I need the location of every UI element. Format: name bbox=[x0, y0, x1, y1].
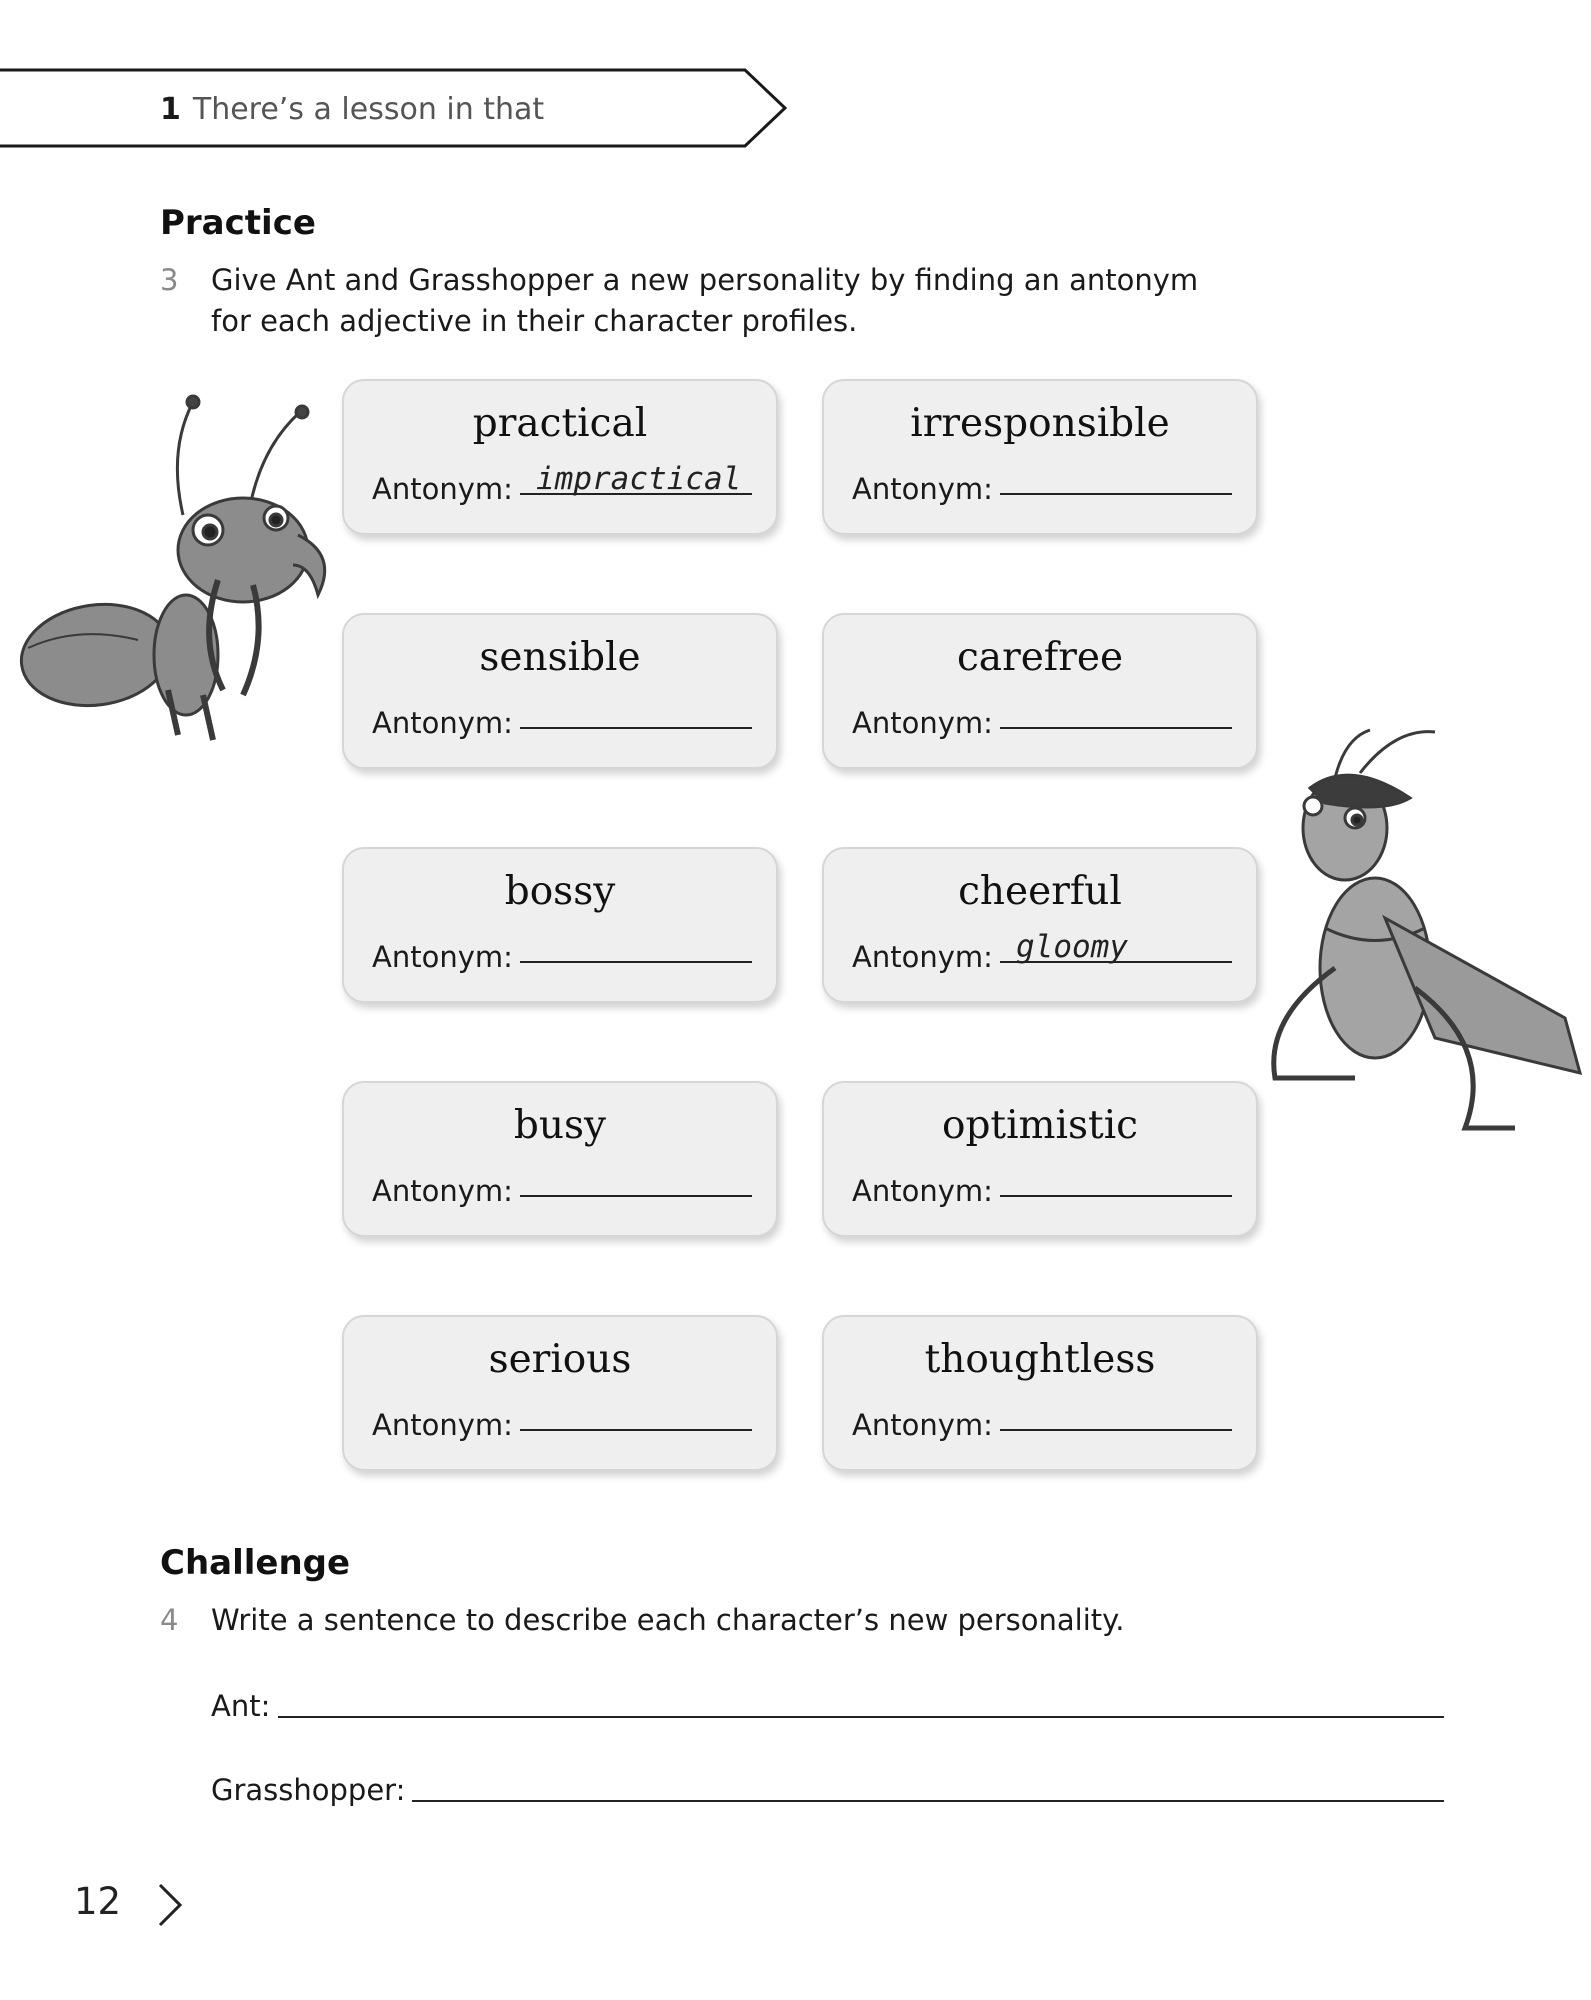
antonym-label: Antonym: bbox=[852, 1408, 993, 1442]
antonym-label: Antonym: bbox=[852, 472, 993, 506]
chapter-title: There’s a lesson in that bbox=[192, 92, 545, 127]
antonym-label: Antonym: bbox=[852, 706, 993, 740]
grasshopper-sentence-line[interactable] bbox=[412, 1800, 1444, 1802]
practice-heading: Practice bbox=[160, 203, 316, 243]
profile-card bbox=[342, 1315, 778, 1471]
antonym-label: Antonym: bbox=[372, 472, 513, 506]
antonym-answer-line[interactable] bbox=[1000, 1195, 1232, 1197]
adjective: thoughtless bbox=[924, 1337, 1156, 1382]
task-3-instruction-line1: Give Ant and Grasshopper a new personality by finding an antonym bbox=[211, 263, 1199, 297]
ant-illustration bbox=[18, 390, 343, 752]
profile-card bbox=[342, 613, 778, 769]
chapter-number: 1 bbox=[160, 92, 181, 127]
antonym-answer-line[interactable] bbox=[1000, 1429, 1232, 1431]
task-4-number: 4 bbox=[160, 1603, 179, 1637]
adjective: carefree bbox=[956, 635, 1124, 680]
antonym-answer-line[interactable] bbox=[1000, 727, 1232, 729]
profile-card bbox=[822, 1081, 1258, 1237]
antonym-answer-line[interactable] bbox=[1000, 493, 1232, 495]
antonym-answer-line[interactable] bbox=[520, 727, 752, 729]
antonym-label: Antonym: bbox=[372, 940, 513, 974]
antonym-label: Antonym: bbox=[372, 1408, 513, 1442]
antonym-label: Antonym: bbox=[372, 706, 513, 740]
adjective: optimistic bbox=[941, 1103, 1139, 1148]
profile-card bbox=[342, 379, 778, 535]
challenge-heading: Challenge bbox=[160, 1543, 351, 1583]
antonym-answer-line[interactable] bbox=[520, 1429, 752, 1431]
adjective: irresponsible bbox=[910, 401, 1170, 446]
profile-card bbox=[822, 847, 1258, 1003]
grasshopper-sentence-label: Grasshopper: bbox=[211, 1773, 406, 1807]
task-3-instruction-line2: for each adjective in their character profiles. bbox=[211, 304, 858, 338]
adjective: busy bbox=[513, 1103, 607, 1148]
profile-card bbox=[822, 379, 1258, 535]
profile-card bbox=[822, 613, 1258, 769]
page-number: 12 bbox=[74, 1880, 122, 1923]
antonym-label: Antonym: bbox=[852, 940, 993, 974]
antonym-answer: gloomy bbox=[1016, 929, 1128, 965]
ant-sentence-line[interactable] bbox=[278, 1716, 1444, 1718]
profile-card bbox=[342, 1081, 778, 1237]
antonym-answer-line[interactable] bbox=[520, 961, 752, 963]
antonym-answer: impractical bbox=[536, 461, 742, 497]
chapter-heading bbox=[160, 92, 544, 128]
antonym-answer-line[interactable] bbox=[520, 1195, 752, 1197]
task-4-instruction: Write a sentence to describe each character’s new personality. bbox=[211, 1603, 1125, 1637]
adjective: bossy bbox=[504, 869, 616, 914]
profile-card bbox=[822, 1315, 1258, 1471]
adjective: sensible bbox=[479, 635, 641, 680]
adjective: cheerful bbox=[958, 869, 1122, 914]
adjective: serious bbox=[488, 1337, 632, 1382]
task-3-number: 3 bbox=[160, 263, 179, 297]
antonym-label: Antonym: bbox=[852, 1174, 993, 1208]
next-page-arrow-icon[interactable] bbox=[156, 1882, 184, 1928]
ant-sentence-label: Ant: bbox=[211, 1689, 271, 1723]
antonym-label: Antonym: bbox=[372, 1174, 513, 1208]
profile-card bbox=[342, 847, 778, 1003]
grasshopper-illustration bbox=[1265, 718, 1587, 1146]
adjective: practical bbox=[472, 401, 648, 446]
